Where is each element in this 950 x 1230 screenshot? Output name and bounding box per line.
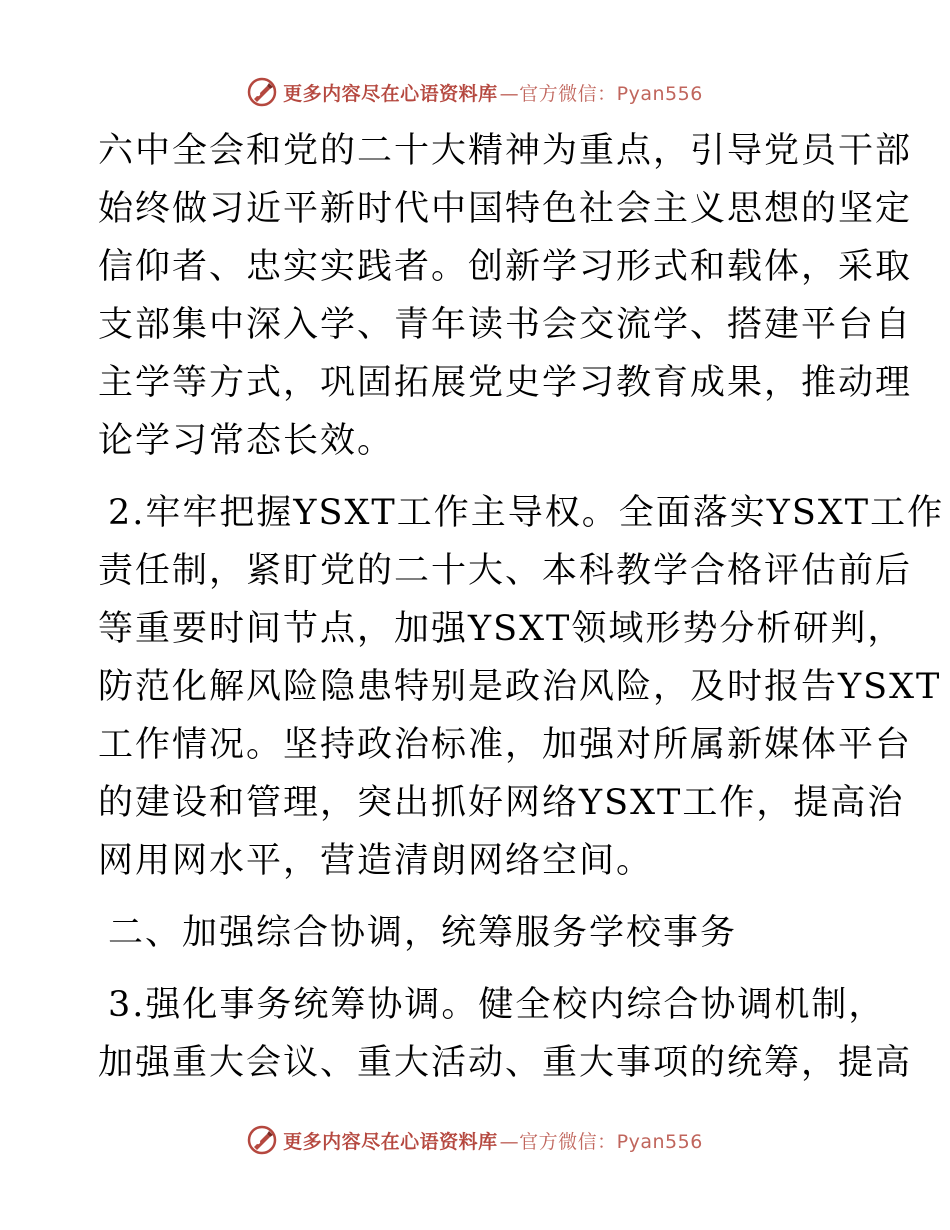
text-line: 的建设和管理，突出抓好网络YSXT工作，提高治 bbox=[98, 783, 905, 823]
text-line: 责任制，紧盯党的二十大、本科教学合格评估前后 bbox=[98, 551, 913, 591]
text-line: 2.牢牢把握YSXT工作主导权。全面落实YSXT工作 bbox=[108, 493, 945, 533]
footer-banner bbox=[0, 1122, 950, 1158]
text-line: 信仰者、忠实实践者。创新学习形式和载体，采取 bbox=[98, 247, 913, 287]
text-line: 工作情况。坚持政治标准，加强对所属新媒体平台 bbox=[98, 725, 913, 765]
header-banner-contact: —官方微信：Pyan556 bbox=[499, 82, 703, 105]
text-line: 网用网水平，营造清朗网络空间。 bbox=[98, 841, 654, 881]
footer-banner-text: 更多内容尽在心语资料库 bbox=[283, 1130, 498, 1153]
text-line: 主学等方式，巩固拓展党史学习教育成果，推动理 bbox=[98, 363, 913, 403]
text-line: 始终做习近平新时代中国特色社会主义思想的坚定 bbox=[98, 189, 913, 229]
paragraph-3 bbox=[98, 976, 913, 1092]
text-line: 加强重大会议、重大活动、重大事项的统筹，提高 bbox=[98, 1043, 913, 1083]
pen-logo-icon bbox=[247, 77, 277, 107]
text-line: 等重要时间节点，加强YSXT领域形势分析研判， bbox=[98, 609, 905, 649]
document-body bbox=[98, 122, 945, 1092]
paragraph-2 bbox=[98, 484, 945, 890]
footer-banner-contact: —官方微信：Pyan556 bbox=[499, 1130, 703, 1153]
text-line: 论学习常态长效。 bbox=[98, 421, 395, 461]
text-line: 3.强化事务统筹协调。健全校内综合协调机制， bbox=[108, 985, 886, 1025]
text-line: 支部集中深入学、青年读书会交流学、搭建平台自 bbox=[98, 305, 913, 345]
text-line: 防范化解风险隐患特别是政治风险，及时报告YSXT bbox=[98, 667, 942, 707]
text-line: 六中全会和党的二十大精神为重点，引导党员干部 bbox=[98, 131, 913, 171]
header-banner-text: 更多内容尽在心语资料库 bbox=[283, 82, 498, 105]
paragraph-1 bbox=[98, 122, 913, 470]
pen-logo-icon bbox=[247, 1125, 277, 1155]
header-banner bbox=[0, 74, 950, 110]
section-heading: 二、加强综合协调，统筹服务学校事务 bbox=[108, 913, 738, 953]
